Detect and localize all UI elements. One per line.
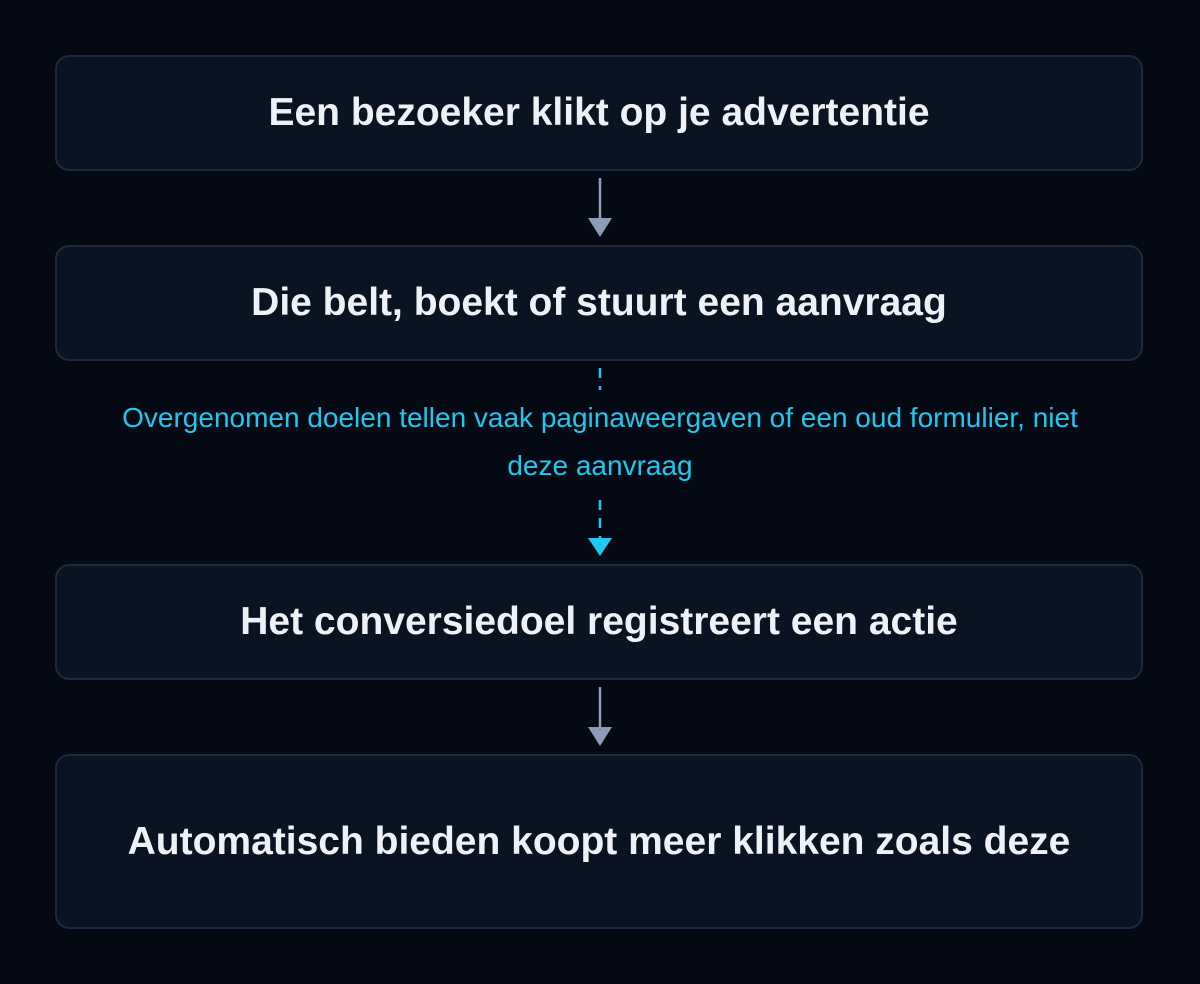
step-box-conversion-goal <box>55 564 1143 680</box>
step-label: Het conversiedoel registreert een actie <box>240 600 958 643</box>
annotation-note <box>100 394 1100 490</box>
step-box-visitor-clicks-ad <box>55 55 1143 171</box>
step-label: Een bezoeker klikt op je advertentie <box>268 91 930 134</box>
dashed-connector-top <box>0 368 1200 396</box>
arrow-down-icon <box>0 687 1200 749</box>
step-label: Die belt, boekt of stuurt een aanvraag <box>251 281 947 324</box>
annotation-text: Overgenomen doelen tellen vaak paginaweergaven of een oud formulier, niet deze aanvraag <box>122 402 1078 481</box>
dashed-arrow-down-icon <box>0 500 1200 560</box>
step-label: Automatisch bieden koopt meer klikken zoals deze <box>127 819 1071 863</box>
step-box-automatic-bidding <box>55 754 1143 929</box>
arrow-down-icon <box>0 178 1200 240</box>
step-box-visitor-calls-books <box>55 245 1143 361</box>
